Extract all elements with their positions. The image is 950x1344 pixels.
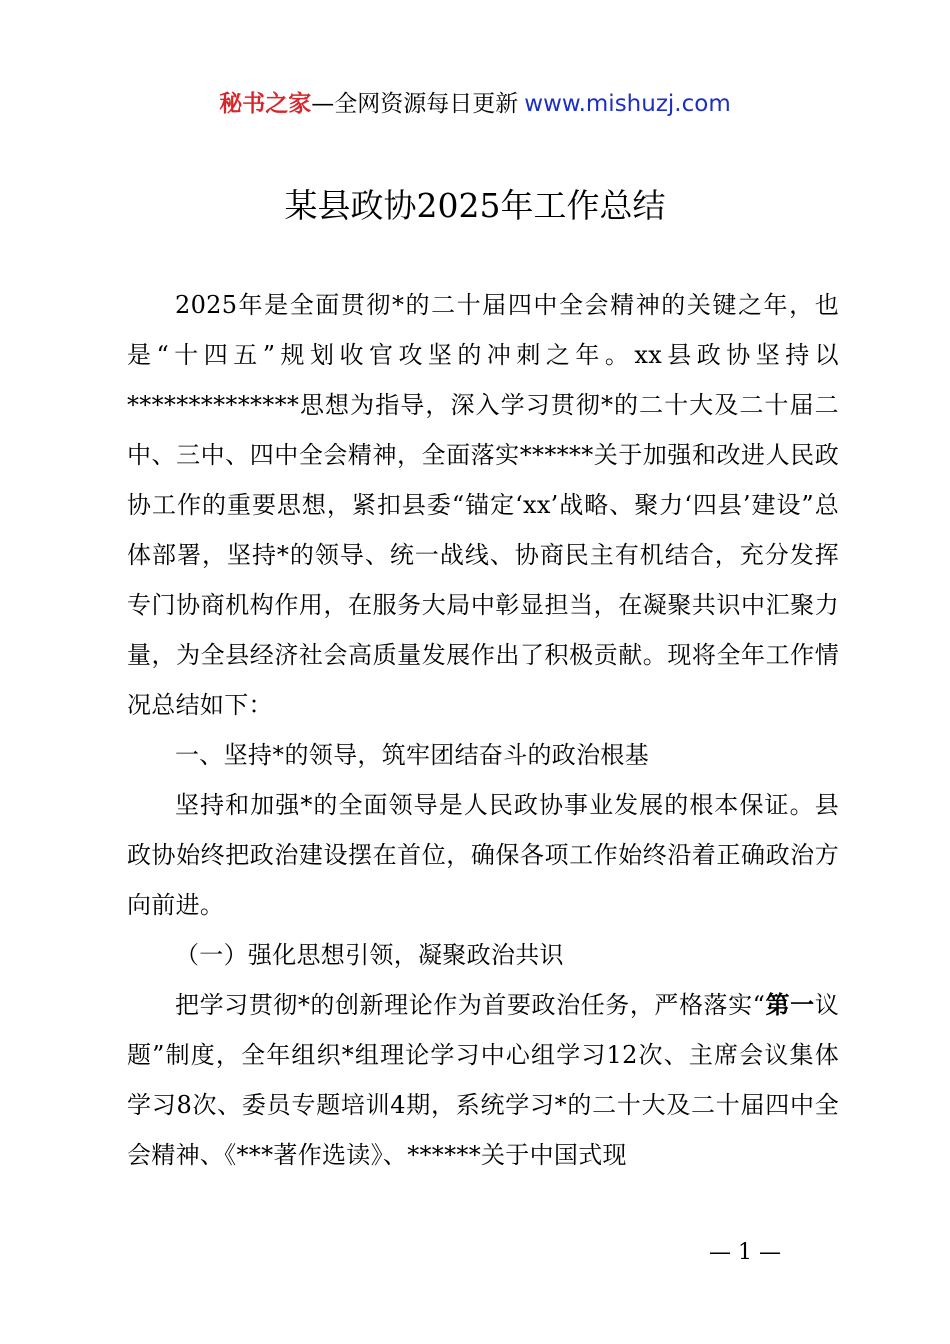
subsection-1-bold-text: 第一	[765, 990, 815, 1019]
site-url-link[interactable]: www.mishuzj.com	[524, 91, 731, 117]
site-tagline: 全网资源每日更新	[334, 91, 519, 117]
site-brand-name: 秘书之家	[219, 91, 312, 117]
subsection-1-heading: （一）强化思想引领，凝聚政治共识	[175, 941, 564, 969]
intro-paragraph: 2025年是全面贯彻*的二十届四中全会精神的关键之年，也是“十四五”规划收官攻坚的冲刺之年。xx县政协坚持以**************思想为指导，深入学习贯彻*的二十大及二十届二中、三中、四中全会精神，全面落实******关于加强和改进人民政协工作的重要思想，紧扣县委“锚定‘xx’战略、聚力‘四县’建设”总体部署，坚持*的领导、统一战线、协商民主有机结合，充分发挥专门协商机构作用，在服务大局中彰显担当，在凝聚共识中汇聚力量，为全县经济社会高质量发展作出了积极贡献。现将全年工作情况总结如下：	[127, 291, 839, 719]
subsection-1-text-part-b: 议题”制度，全年组织*组理论学习中心组学习12次、主席会议集体学习8次、委员专题培训4期，系统学习*的二十大及二十届四中全会精神、《***著作选读》、******关于中国式现	[127, 991, 839, 1169]
subsection-1-paragraph	[127, 980, 839, 1180]
document-body	[127, 280, 839, 1180]
document-title: 某县政协2025年工作总结	[284, 186, 666, 225]
subsection-1-text-part-a: 把学习贯彻*的创新理论作为首要政治任务，严格落实“	[175, 991, 766, 1019]
site-header-banner	[0, 86, 950, 122]
header-dash: —	[311, 91, 335, 117]
section-1-heading: 一、坚持*的领导，筑牢团结奋斗的政治根基	[175, 741, 649, 769]
section-1-paragraph: 坚持和加强*的全面领导是人民政协事业发展的根本保证。县政协始终把政治建设摆在首位，确保各项工作始终沿着正确政治方向前进。	[127, 791, 839, 919]
page-number: — 1 —	[709, 1240, 781, 1265]
